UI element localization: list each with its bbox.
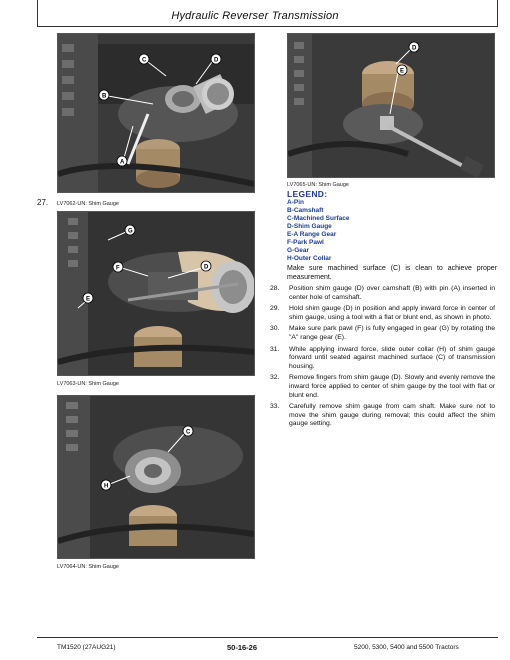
step-number: 32. [270, 374, 280, 382]
footer-manual-id: TM1520 (27AUG21) [57, 644, 116, 651]
photo-park-pawl [57, 211, 255, 376]
svg-text:H: H [104, 483, 109, 490]
step-text: Hold shim gauge (D) in position and apply inward force in center of shim gauge, using a tool with a flat or blunt end, as shown in photo. [289, 305, 495, 321]
footer-page-number: 50-16-26 [227, 643, 258, 652]
svg-text:B: B [102, 93, 107, 100]
svg-text:E: E [400, 68, 405, 75]
step-number: 30. [270, 325, 280, 333]
legend-item: A-Pin [287, 199, 304, 206]
step-28 [270, 285, 495, 302]
photo-outer-collar [57, 395, 255, 559]
legend-note: Make sure machined surface (C) is clean to achieve proper measurement. [287, 265, 497, 281]
photo-range-gear [287, 33, 495, 178]
procedure-steps [270, 285, 495, 432]
step-text: Make sure park pawl (F) is fully engaged in gear (G) by rotating the "A" range gear (E). [289, 325, 495, 341]
footer-rule [37, 637, 498, 638]
step-number: 29. [270, 305, 280, 313]
svg-text:A: A [120, 159, 125, 166]
legend-title: LEGEND: [287, 189, 328, 199]
figure-caption: LV7063-UN: Shim Gauge [57, 381, 119, 387]
step-number-27: 27. [37, 198, 49, 207]
svg-text:D: D [214, 57, 219, 64]
step-text: Carefully remove shim gauge from cam shaft. Make sure not to move the shim gauge during removal; this could affect the shim gauge setting. [289, 403, 495, 428]
step-text: While applying inward force, slide outer collar (H) of shim gauge forward until seated against machined surface (C) of transmission housing. [289, 345, 495, 370]
step-31 [270, 346, 495, 372]
step-30 [270, 325, 495, 342]
legend-item: B-Camshaft [287, 207, 324, 214]
legend-item: E-A Range Gear [287, 231, 337, 238]
footer-models: 5200, 5300, 5400 and 5500 Tractors [354, 644, 459, 651]
step-29 [270, 305, 495, 322]
page-title: Hydraulic Reverser Transmission [171, 10, 339, 22]
svg-text:D: D [204, 264, 209, 271]
legend-item: C-Machined Surface [287, 215, 350, 222]
svg-text:D: D [412, 45, 417, 52]
step-number: 31. [270, 345, 280, 353]
step-number: 28. [270, 285, 280, 292]
step-text: Position shim gauge (D) over camshaft (B) with pin (A) inserted in center hole of camshaft. [289, 285, 495, 301]
svg-text:G: G [128, 228, 133, 235]
figure-caption: LV7064-UN: Shim Gauge [57, 564, 119, 570]
header-rule [37, 26, 498, 27]
photo-shim-gauge-pin [57, 33, 255, 193]
legend [287, 189, 497, 282]
svg-text:F: F [116, 265, 120, 272]
legend-item: F-Park Pawl [287, 239, 324, 246]
step-text: Remove fingers from shim gauge (D). Slowly and evenly remove the inward force applied to center of shim gauge by the tool with flat or blunt end. [289, 374, 495, 399]
legend-item: H-Outer Collar [287, 255, 332, 262]
svg-text:C: C [142, 57, 147, 64]
step-32 [270, 374, 495, 400]
figure-caption: LV7065-UN: Shim Gauge [287, 182, 349, 188]
step-33 [270, 403, 495, 429]
step-number: 33. [270, 403, 280, 411]
legend-item: G-Gear [287, 247, 310, 254]
figure-caption: LV7062-UN: Shim Gauge [57, 201, 119, 207]
svg-text:E: E [86, 296, 91, 303]
svg-text:C: C [186, 429, 191, 436]
legend-item: D-Shim Gauge [287, 223, 332, 230]
